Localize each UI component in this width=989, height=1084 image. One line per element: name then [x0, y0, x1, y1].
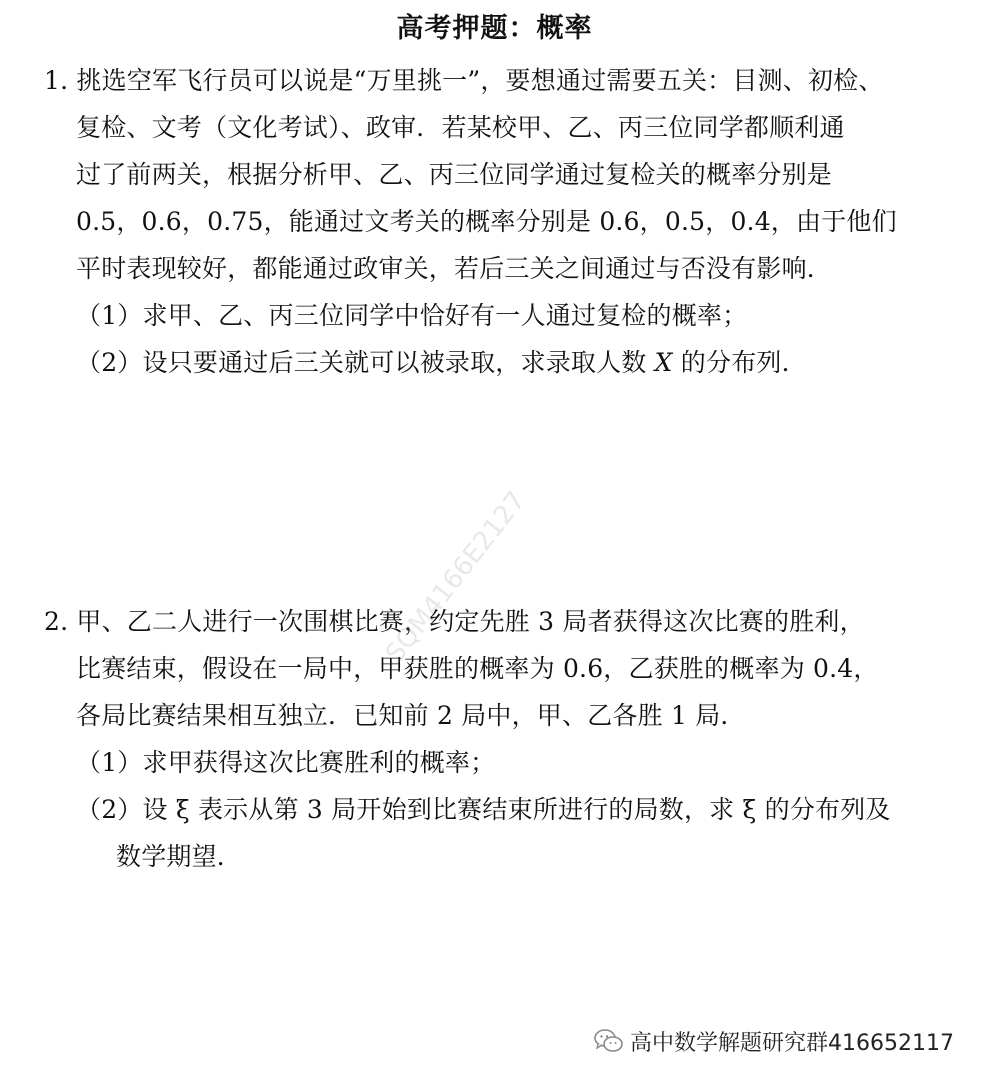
- footer-text: 高中数学解题研究群416652117: [630, 1030, 954, 1056]
- problem-1-line: 过了前两关，根据分析甲、乙、丙三位同学通过复检关的概率分别是: [76, 160, 833, 189]
- problem-1-line: 复检、文考（文化考试）、政审．若某校甲、乙、丙三位同学都顺利通: [76, 113, 845, 142]
- problem-1-line: 平时表现较好，都能通过政审关，若后三关之间通过与否没有影响．: [76, 254, 833, 283]
- footer-watermark: [594, 1024, 954, 1058]
- problem-2-question-2-continued: 数学期望．: [116, 842, 243, 871]
- problem-1-line: 1. 挑选空军飞行员可以说是“万里挑一”，要想通过需要五关：目测、初检、: [44, 66, 884, 95]
- problem-1-question-2: [76, 348, 807, 378]
- page-title: 高考押题：概率: [396, 13, 593, 44]
- problem-1-line: 0.5，0.6，0.75，能通过文考关的概率分别是 0.6，0.5，0.4，由于他们: [76, 207, 897, 236]
- question-2-text-end: 的分布列．: [672, 348, 807, 377]
- problem-2-question-2: （2）设 ξ 表示从第 3 局开始到比赛结束所进行的局数，求 ξ 的分布列及: [76, 795, 891, 824]
- variable-x: X: [654, 348, 673, 377]
- problem-2-line: 比赛结束，假设在一局中，甲获胜的概率为 0.6，乙获胜的概率为 0.4，: [76, 654, 879, 683]
- problem-1-question-1: （1）求甲、乙、丙三位同学中恰好有一人通过复检的概率；: [76, 301, 748, 330]
- problem-2-line: 2. 甲、乙二人进行一次围棋比赛，约定先胜 3 局者获得这次比赛的胜利，: [44, 607, 865, 636]
- problem-2-question-1: （1）求甲获得这次比赛胜利的概率；: [76, 748, 496, 777]
- diagonal-watermark: SQM4166E2127: [380, 485, 532, 669]
- problem-2-line: 各局比赛结果相互独立．已知前 2 局中，甲、乙各胜 1 局．: [76, 701, 746, 730]
- wechat-icon: [594, 1028, 624, 1054]
- question-2-text-start: （2）设只要通过后三关就可以被录取，求录取人数: [76, 348, 655, 377]
